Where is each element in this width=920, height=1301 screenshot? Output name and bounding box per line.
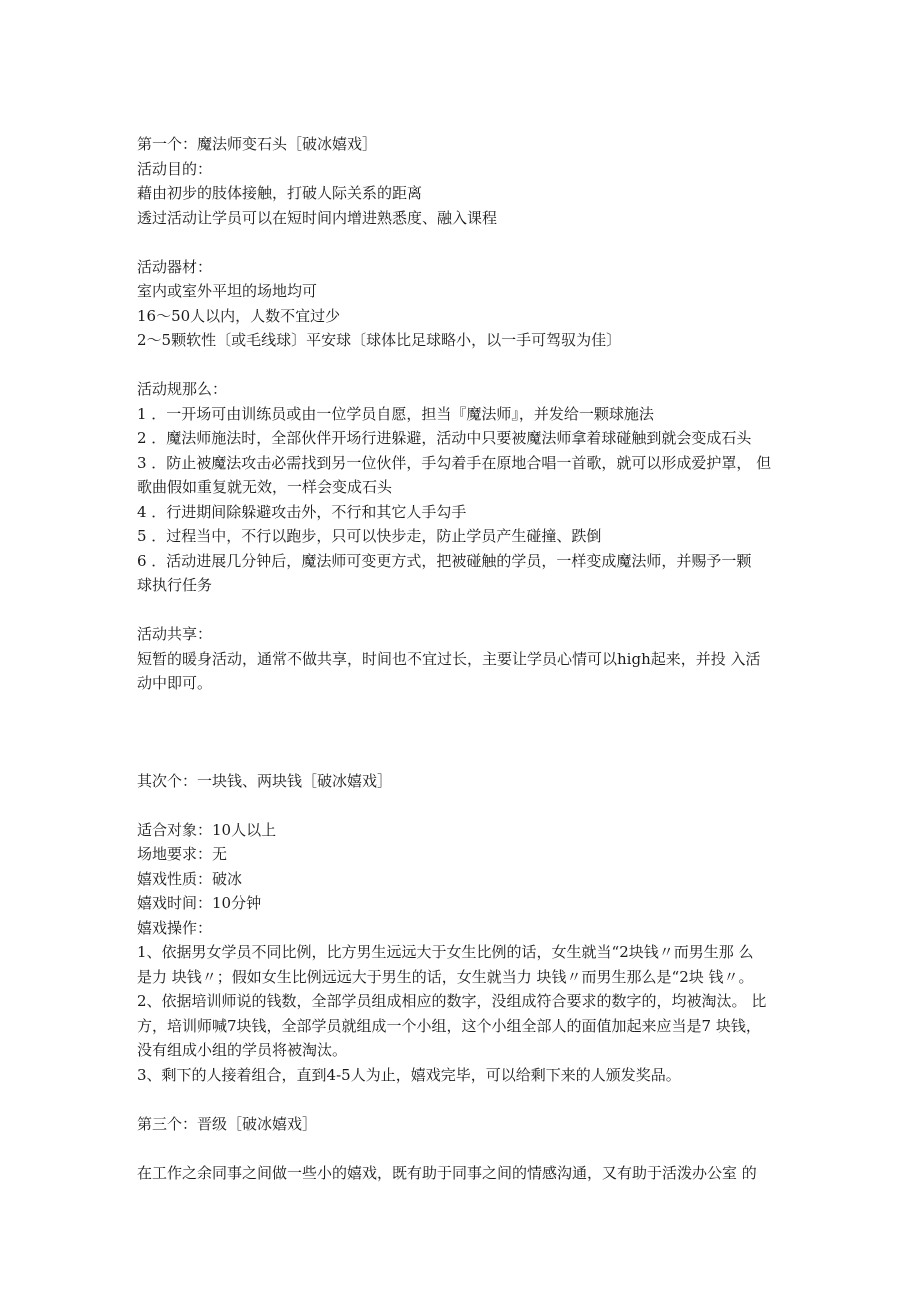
spacer (137, 230, 787, 255)
section1-purpose-line: 藉由初步的肢体接触，打破人际关系的距离 (137, 184, 423, 202)
section2-step-line: 3、剩下的人接着组合，直到4-5人为止，嬉戏完毕，可以给剩下来的人颁发奖品。 (137, 1065, 681, 1084)
section1-share-line: 短暂的暖身活动，通常不做共享，时间也不宜过长，主要让学员心情可以high起来，并投 入活 (137, 649, 761, 668)
spacer (137, 598, 787, 623)
section1-share-line: 动中即可。 (137, 674, 213, 692)
section2-field: 场地要求：无 (137, 845, 228, 863)
section1-rule-line: 5 ．过程当中，不行以跑步，只可以快步走，防止学员产生碰撞、跌倒 (137, 527, 602, 545)
section2-field: 嬉戏性质：破冰 (137, 869, 243, 888)
section1-share-label: 活动共享： (137, 625, 213, 643)
section1-rules-label: 活动规那么： (137, 380, 228, 398)
section2-field: 嬉戏时间：10分钟 (137, 894, 262, 912)
section2-step-line: 没有组成小组的学员将被淘汰。 (137, 1041, 348, 1059)
section1-rule-line: 4 ．行进期间除躲避攻击外，不行和其它人手勾手 (137, 502, 467, 521)
section1-title: 第一个：魔法师变石头［破冰嬉戏］ (137, 135, 378, 153)
section2-field: 嬉戏操作： (137, 918, 213, 937)
section2-step-line: 方，培训师喊7块钱，全部学员就组成一个小组，这个小组全部人的面值加起来应当是7 块钱， (137, 1016, 761, 1035)
section2-title: 其次个：一块钱、两块钱［破冰嬉戏］ (137, 771, 393, 790)
section1-equipment-line: 16〜50人以内，人数不宜过少 (137, 306, 341, 325)
section1-rule-line: 3 ．防止被魔法攻击必需找到另一位伙伴，手勾着手在原地合唱一首歌，就可以形成爱护罩， 但 (137, 453, 772, 472)
section1-rule-line: 歌曲假如重复就无效，一样会变成石头 (137, 478, 393, 496)
section1-rule-line: 2 ．魔法师施法时，全部伙伴开场行进躲避，活动中只要被魔法师拿着球碰触到就会变成石头 (137, 429, 752, 447)
section2-step-line: 1、依据男女学员不同比例，比方男生远远大于女生比例的话，女生就当“2块钱〃而男生那 么 (137, 943, 754, 961)
section2-step-line: 是力 块钱〃；假如女生比例远远大于男生的话，女生就当力 块钱〃而男生那么是“2块 钱〃。 (137, 967, 754, 986)
section1-rule-line: 1 ．一开场可由训练员或由一位学员自愿，担当『魔法师』，并发给一颗球施法 (137, 404, 654, 423)
spacer (137, 1087, 787, 1112)
section2-field: 适合对象：10人以上 (137, 820, 277, 839)
section-gap (137, 696, 787, 769)
section3-title: 第三个：晋级［破冰嬉戏］ (137, 1114, 318, 1133)
section1-rule-line: 球执行任务 (137, 576, 213, 594)
section3-intro: 在工作之余同事之间做一些小的嬉戏，既有助于同事之间的情感沟通，又有助于活泼办公室 的 (137, 1163, 757, 1182)
section1-purpose-label: 活动目的： (137, 159, 213, 178)
section1-equipment-label: 活动器材： (137, 257, 213, 276)
section1-equipment-line: 室内或室外平坦的场地均可 (137, 282, 318, 300)
spacer (137, 353, 787, 378)
spacer (137, 793, 787, 818)
section1-purpose-line: 透过活动让学员可以在短时间内增进熟悉度、融入课程 (137, 208, 498, 227)
section2-step-line: 2、依据培训师说的钱数，全部学员组成相应的数字，没组成符合要求的数字的，均被淘汰。 比 (137, 992, 767, 1010)
section1-equipment-line: 2〜5颗软性〔或毛线球〕平安球〔球体比足球略小，以一手可驾驭为佳〕 (137, 331, 622, 349)
document-page (137, 132, 787, 1185)
section1-rule-line: 6 ．活动进展几分钟后，魔法师可变更方式，把被碰触的学员，一样变成魔法师，并赐予一颗 (137, 551, 752, 570)
spacer (137, 1136, 787, 1161)
